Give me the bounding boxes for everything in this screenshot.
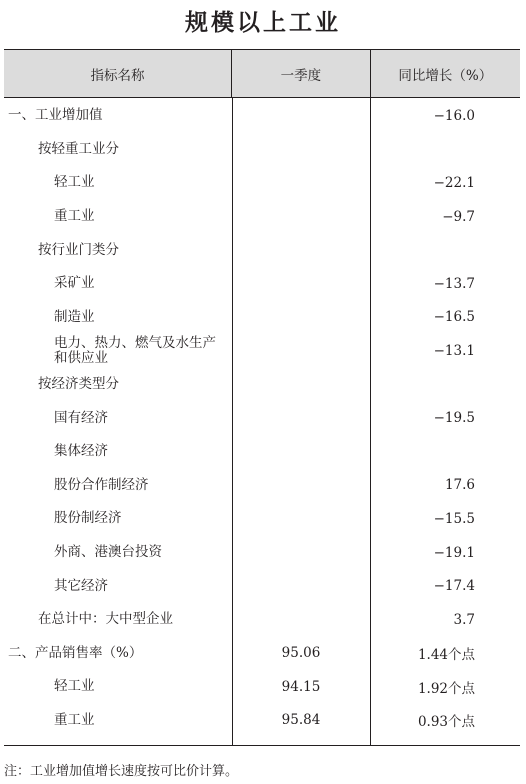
- row-yoy-value: −19.5: [433, 410, 475, 427]
- table-row: [4, 166, 520, 200]
- row-yoy-value: 1.92个点: [417, 680, 475, 697]
- row-label: 一、工业增加值: [8, 107, 103, 124]
- row-yoy-value: 17.6: [444, 477, 475, 494]
- row-first-quarter-value: 94.15: [281, 678, 321, 695]
- row-label: 按经济类型分: [38, 376, 119, 393]
- row-label: 轻工业: [54, 174, 95, 191]
- table-header: [4, 50, 520, 97]
- row-label: 股份合作制经济: [54, 476, 149, 493]
- table-row: [4, 603, 520, 637]
- table-row: [4, 267, 520, 301]
- table-row: [4, 99, 520, 133]
- table-bottom-rule: [4, 745, 520, 746]
- table-row: [4, 401, 520, 435]
- row-label: 股份制经济: [54, 510, 122, 527]
- row-label: 国有经济: [54, 409, 108, 426]
- row-first-quarter-value: 95.84: [281, 712, 321, 729]
- header-bottom-rule: [4, 97, 520, 98]
- row-yoy-value: −17.4: [433, 578, 475, 595]
- table-row: [4, 637, 520, 671]
- table-row: [4, 469, 520, 503]
- table-row: [4, 368, 520, 402]
- row-label: 外商、港澳台投资: [54, 544, 162, 561]
- row-yoy-value: −22.1: [433, 174, 475, 191]
- row-yoy-value: −13.7: [433, 275, 475, 292]
- table-row: [4, 704, 520, 738]
- row-first-quarter-value: 95.06: [281, 645, 321, 662]
- table-row: [4, 502, 520, 536]
- header-indicator-name: 指标名称: [90, 67, 145, 84]
- row-yoy-value: −19.1: [433, 544, 475, 561]
- row-label: 采矿业: [54, 275, 95, 292]
- row-yoy-value: −15.5: [433, 510, 475, 527]
- row-yoy-value: 0.93个点: [417, 714, 475, 731]
- page-title: 规模以上工业: [185, 9, 341, 36]
- table-body: [4, 99, 520, 737]
- row-label: 轻工业: [54, 678, 95, 695]
- table-row: [4, 301, 520, 335]
- row-yoy-value: −13.1: [433, 342, 475, 359]
- row-yoy-value: −9.7: [442, 208, 475, 225]
- row-label: 按轻重工业分: [38, 140, 119, 157]
- row-label: 制造业: [54, 308, 95, 325]
- row-yoy-value: 1.44个点: [417, 647, 475, 664]
- row-label: 二、产品销售率（%）: [8, 644, 143, 661]
- header-yoy-growth: 同比增长（%）: [370, 50, 520, 97]
- row-label: 重工业: [54, 208, 95, 225]
- table-row: [4, 334, 520, 368]
- table-row: [4, 233, 520, 267]
- footnote: 注：工业增加值增长速度按可比价计算。: [4, 764, 239, 779]
- table-row: [4, 536, 520, 570]
- row-label: 其它经济: [54, 577, 108, 594]
- table-row: [4, 200, 520, 234]
- row-label: 在总计中：大中型企业: [38, 611, 173, 628]
- table-row: [4, 133, 520, 167]
- row-label: 集体经济: [54, 443, 108, 460]
- row-yoy-value: −16.0: [433, 107, 475, 124]
- table-row: [4, 569, 520, 603]
- row-yoy-value: 3.7: [453, 611, 475, 628]
- row-label: 按行业门类分: [38, 241, 119, 258]
- table-row: [4, 670, 520, 704]
- table-row: [4, 435, 520, 469]
- row-label: 重工业: [54, 711, 95, 728]
- row-label: 电力、热力、燃气及水生产和供应业: [54, 334, 216, 366]
- row-yoy-value: −16.5: [433, 309, 475, 326]
- header-first-quarter: 一季度: [231, 50, 369, 97]
